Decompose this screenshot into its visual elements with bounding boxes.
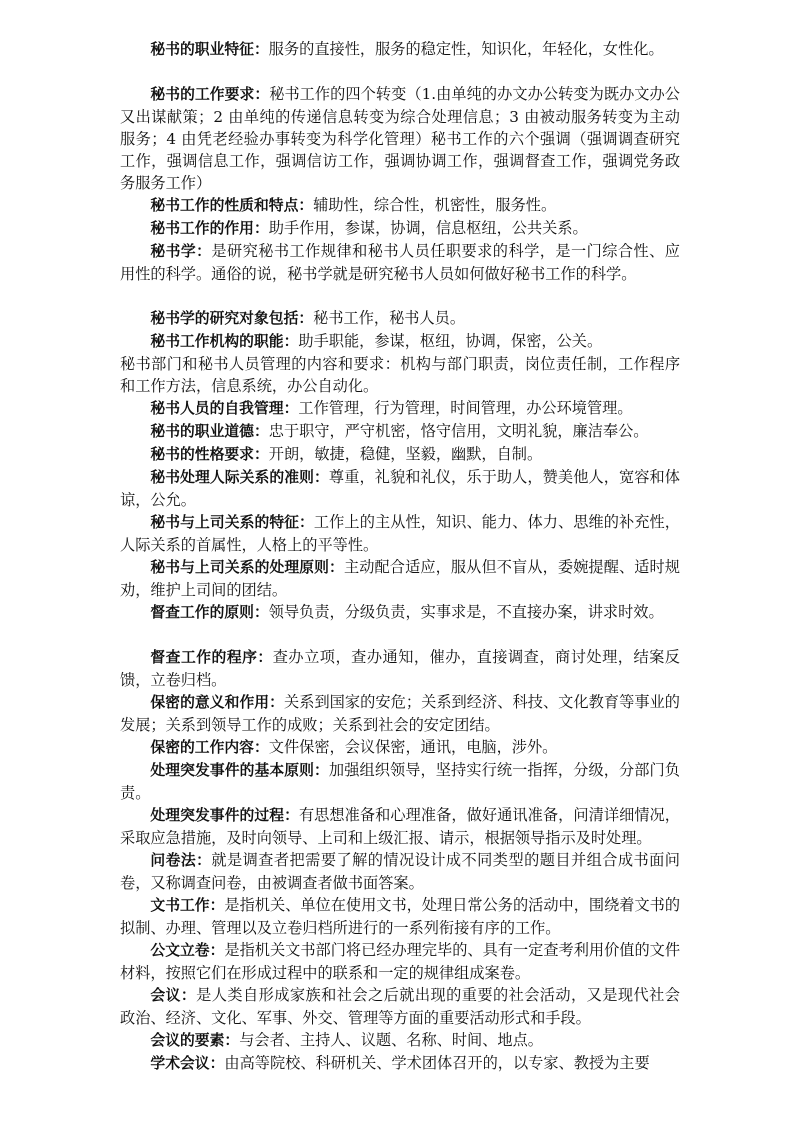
paragraph-secretarial-science [120, 240, 680, 285]
text-questionnaire: 就是调查者把需要了解的情况设计成不同类型的题目并组合成书面问卷，又称调查问卷，由被调查者做书面答案。 [120, 851, 680, 892]
text-emergency-process: 有思想准备和心理准备，做好通讯准备，问清详细情况，采取应急措施，及时向领导、上司和上级汇报、请示，根据领导指示及时处理。 [120, 806, 680, 847]
paragraph-supervision-procedure [120, 646, 680, 691]
term-secretarial-science: 秘书学： [150, 243, 212, 260]
paragraph-personality [120, 443, 680, 466]
paragraph-confidentiality-significance [120, 691, 680, 736]
term-agency-functions: 秘书工作机构的职能： [150, 333, 299, 350]
paragraph-emergency-principles [120, 759, 680, 804]
term-career-features: 秘书的职业特征： [150, 41, 269, 58]
text-boss-relation-features: 工作上的主从性，知识、能力、体力、思维的补充性，人际关系的首属性，人格上的平等性。 [120, 513, 680, 554]
text-meeting-elements: 与会者、主持人、议题、名称、时间、地点。 [239, 1031, 543, 1049]
paragraph-questionnaire [120, 849, 680, 894]
term-work-role: 秘书工作的作用： [150, 220, 269, 237]
text-document-work: 是指机关、单位在使用文书，处理日常公务的活动中，围绕着文书的拟制、办理、管理以及立卷归档所进行的一系列衔接有序的工作。 [120, 896, 681, 937]
term-boss-relation-principles: 秘书与上司关系的处理原则： [150, 559, 344, 576]
text-professional-ethics: 忠于职守，严守机密，恪守信用，文明礼貌，廉洁奉公。 [268, 422, 649, 440]
term-emergency-process: 处理突发事件的过程： [150, 807, 299, 824]
paragraph-nature-features [120, 194, 680, 217]
text-career-features: 服务的直接性，服务的稳定性，知识化，年轻化，女性化。 [268, 40, 664, 58]
paragraph-work-role [120, 217, 680, 240]
paragraph-agency-functions [120, 330, 680, 353]
paragraph-research-objects [120, 307, 680, 330]
text-nature-features: 辅助性，综合性，机密性，服务性。 [313, 196, 557, 214]
text-agency-functions: 助手职能，参谋，枢纽，协调，保密，公关。 [298, 332, 603, 350]
term-filing: 公文立卷： [150, 942, 225, 959]
paragraph-supervision-principles [120, 601, 680, 624]
text-work-requirements: 秘书工作的四个转变（1.由单纯的办文办公转变为既办文办公又出谋献策；2 由单纯的传递信息转变为综合处理信息；3 由被动服务转变为主动服务；4 由凭老经验办事转变为科学化管理）秘书工作的六个强调（强调调查研究工作，强调信息工作，强调信访工作，强调协调工作，强调督查工作，强调党务政务服务工作） [120, 85, 680, 192]
text-department-management: 秘书部门和秘书人员管理的内容和要求：机构与部门职责，岗位责任制，工作程序和工作方法，信息系统，办公自动化。 [120, 355, 680, 395]
text-work-role: 助手作用，参谋，协调，信息枢纽，公共关系。 [268, 219, 588, 237]
text-emergency-principles: 加强组织领导，坚持实行统一指挥，分级，分部门负责。 [120, 761, 680, 802]
term-nature-features: 秘书工作的性质和特点： [150, 197, 314, 214]
term-professional-ethics: 秘书的职业道德： [150, 423, 269, 440]
term-document-work: 文书工作： [150, 897, 225, 914]
paragraph-filing [120, 939, 680, 984]
text-supervision-principles: 领导负责，分级负责，实事求是，不直接办案，讲求时效。 [268, 603, 664, 621]
term-academic-meeting: 学术会议： [150, 1055, 225, 1072]
text-confidentiality-content: 文件保密，会议保密，通讯，电脑，涉外。 [268, 738, 558, 756]
document-body [120, 38, 680, 1075]
paragraph-boss-relation-principles [120, 556, 680, 601]
paragraph-interpersonal [120, 466, 680, 511]
term-emergency-principles: 处理突发事件的基本原则： [150, 762, 329, 779]
term-confidentiality-content: 保密的工作内容： [150, 739, 269, 756]
paragraph-confidentiality-content [120, 736, 680, 759]
paragraph-department-management [120, 353, 680, 397]
paragraph-self-management [120, 397, 680, 420]
paragraph-boss-relation-features [120, 511, 680, 556]
paragraph-emergency-process [120, 804, 680, 849]
term-self-management: 秘书人员的自我管理： [150, 400, 299, 417]
term-supervision-procedure: 督查工作的程序： [150, 649, 273, 666]
text-secretarial-science: 是研究秘书工作规律和秘书人员任职要求的科学，是一门综合性、应用性的科学。通俗的说，秘书学就是研究秘书人员如何做好秘书工作的科学。 [120, 242, 680, 283]
text-meeting: 是人类自形成家族和社会之后就出现的重要的社会活动，又是现代社会政治、经济、文化、军事、外交、管理等方面的重要活动形式和手段。 [120, 986, 680, 1027]
paragraph-career-features [120, 38, 680, 61]
text-interpersonal: 尊重，礼貌和礼仪，乐于助人，赞美他人，宽容和体谅，公允。 [120, 468, 680, 509]
paragraph-meeting-elements [120, 1029, 680, 1052]
term-meeting: 会议： [150, 987, 197, 1004]
text-research-objects: 秘书工作，秘书人员。 [313, 309, 466, 327]
text-personality: 开朗，敏捷，稳健，坚毅，幽默，自制。 [268, 445, 543, 463]
term-work-requirements: 秘书的工作要求： [150, 86, 270, 103]
term-questionnaire: 问卷法： [150, 852, 212, 869]
term-personality: 秘书的性格要求： [150, 446, 269, 463]
text-confidentiality-significance: 关系到国家的安危；关系到经济、科技、文化教育等事业的发展；关系到领导工作的成败；关系到社会的安定团结。 [120, 693, 680, 734]
term-confidentiality-significance: 保密的意义和作用： [150, 694, 284, 711]
paragraph-document-work [120, 894, 680, 939]
text-academic-meeting: 由高等院校、科研机关、学术团体召开的，以专家、教授为主要 [224, 1054, 650, 1072]
text-filing: 是指机关文书部门将已经办理完毕的、具有一定查考利用价值的文件材料，按照它们在形成过程中的联系和一定的规律组成案卷。 [120, 941, 681, 982]
text-boss-relation-principles: 主动配合适应，服从但不盲从，委婉提醒、适时规劝，维护上司间的团结。 [120, 558, 680, 599]
paragraph-work-requirements [120, 83, 680, 194]
paragraph-professional-ethics [120, 420, 680, 443]
text-self-management: 工作管理，行为管理，时间管理，办公环境管理。 [298, 399, 633, 417]
paragraph-meeting [120, 984, 680, 1029]
term-research-objects: 秘书学的研究对象包括： [150, 310, 314, 327]
term-meeting-elements: 会议的要素： [150, 1032, 240, 1049]
text-supervision-procedure: 查办立项，查办通知，催办，直接调查，商讨处理，结案反馈，立卷归档。 [120, 648, 680, 689]
paragraph-academic-meeting [120, 1052, 680, 1075]
term-interpersonal: 秘书处理人际关系的准则： [150, 469, 329, 486]
term-boss-relation-features: 秘书与上司关系的特征： [150, 514, 314, 531]
term-supervision-principles: 督查工作的原则： [150, 604, 269, 621]
